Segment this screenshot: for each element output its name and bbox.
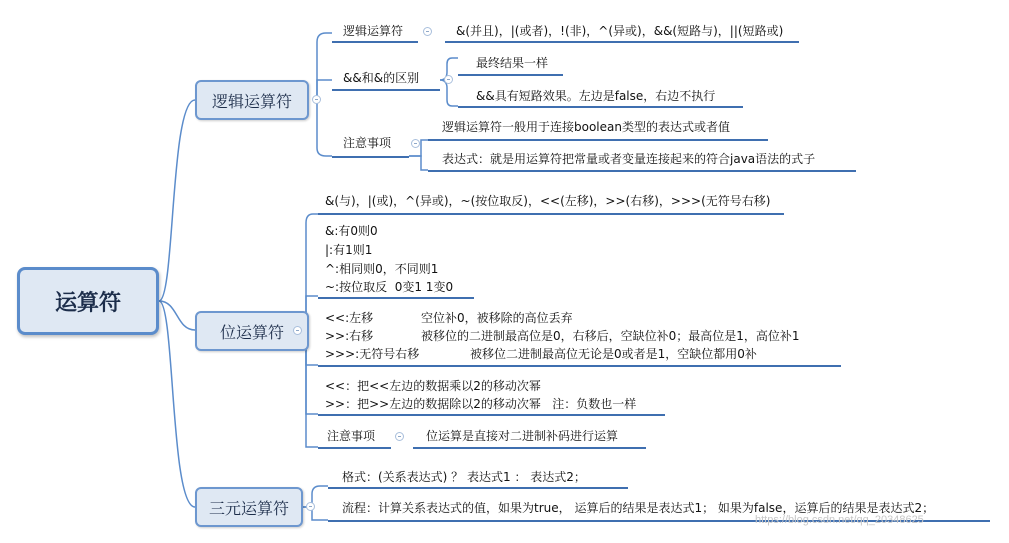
logic-notes-item: 表达式：就是用运算符把常量或者变量连接起来的符合java语法的式子 <box>442 152 816 166</box>
underline <box>318 447 391 449</box>
bit-notes-label: 注意事项 <box>327 429 376 443</box>
collapse-icon[interactable] <box>293 326 302 335</box>
collapse-icon[interactable] <box>411 139 420 148</box>
underline <box>458 106 743 108</box>
shift-name: >>>:无符号右移 <box>325 347 420 361</box>
underline <box>328 487 628 489</box>
logic-diff-item: &&具有短路效果。左边是false，右边不执行 <box>476 89 716 103</box>
bit-rule: ^:相同则0，不同则1 <box>325 262 439 276</box>
ternary-operator-node[interactable]: 三元运算符 <box>195 487 303 527</box>
bit-rule: |:有1则1 <box>325 243 373 257</box>
logic-notes-label: 注意事项 <box>343 136 392 150</box>
underline <box>318 365 841 367</box>
collapse-icon[interactable] <box>312 95 321 104</box>
underline <box>318 213 784 215</box>
underline <box>458 74 563 76</box>
logic-operators-desc: &(并且)，|(或者)，!(非)，^(异或)，&&(短路与)，||(短路或) <box>456 24 784 38</box>
underline <box>428 170 856 172</box>
ternary-format: 格式：(关系表达式) ？ 表达式1 ： 表达式2； <box>342 470 586 484</box>
underline <box>413 447 646 449</box>
collapse-icon[interactable] <box>306 502 315 511</box>
bit-notes-desc: 位运算是直接对二进制补码进行运算 <box>426 429 619 443</box>
collapse-icon[interactable] <box>444 75 453 84</box>
shift-desc: 被移位的二进制最高位是0，右移后，空缺位补0；最高位是1，高位补1 <box>421 329 800 343</box>
underline <box>318 414 665 416</box>
shift-desc: 被移位二进制最高位无论是0或者是1，空缺位都用0补 <box>470 347 757 361</box>
logic-diff-item: 最终结果一样 <box>476 56 549 70</box>
bit-rule: ~:按位取反 0变1 1变0 <box>325 280 454 294</box>
underline <box>332 89 440 91</box>
ternary-flow: 流程：计算关系表达式的值，如果为true， 运算后的结果是表达式1； 如果为false，运算后的结果是表达式2； <box>342 501 935 515</box>
shift-name: <<:左移 <box>325 311 374 325</box>
logic-diff-label: &&和&的区别 <box>343 71 420 85</box>
logic-notes-item: 逻辑运算符一般用于连接boolean类型的表达式或者值 <box>442 120 730 134</box>
collapse-icon[interactable] <box>423 27 432 36</box>
underline <box>445 41 799 43</box>
bit-operators-node[interactable]: 位运算符 <box>195 311 309 351</box>
root-node[interactable]: 运算符 <box>17 267 159 335</box>
shift-div: >>：把>>左边的数据除以2的移动次幂 注：负数也一样 <box>325 397 637 411</box>
shift-mul: <<：把<<左边的数据乘以2的移动次幂 <box>325 379 541 393</box>
underline <box>318 297 474 299</box>
underline <box>332 41 418 43</box>
underline <box>428 139 768 141</box>
watermark: https://blog.csdn.net/qq_20348625 <box>755 514 924 526</box>
collapse-icon[interactable] <box>395 432 404 441</box>
underline <box>332 156 409 158</box>
bit-rule: &:有0则0 <box>325 224 378 238</box>
shift-name: >>:右移 <box>325 329 374 343</box>
shift-desc: 空位补0，被移除的高位丢弃 <box>421 311 573 325</box>
bit-ops: &(与)，|(或)，^(异或)，~(按位取反)，<<(左移)，>>(右移)，>>>(无符号右移) <box>325 194 771 208</box>
logic-operators-node[interactable]: 逻辑运算符 <box>195 80 309 120</box>
logic-operators-label: 逻辑运算符 <box>343 24 404 38</box>
